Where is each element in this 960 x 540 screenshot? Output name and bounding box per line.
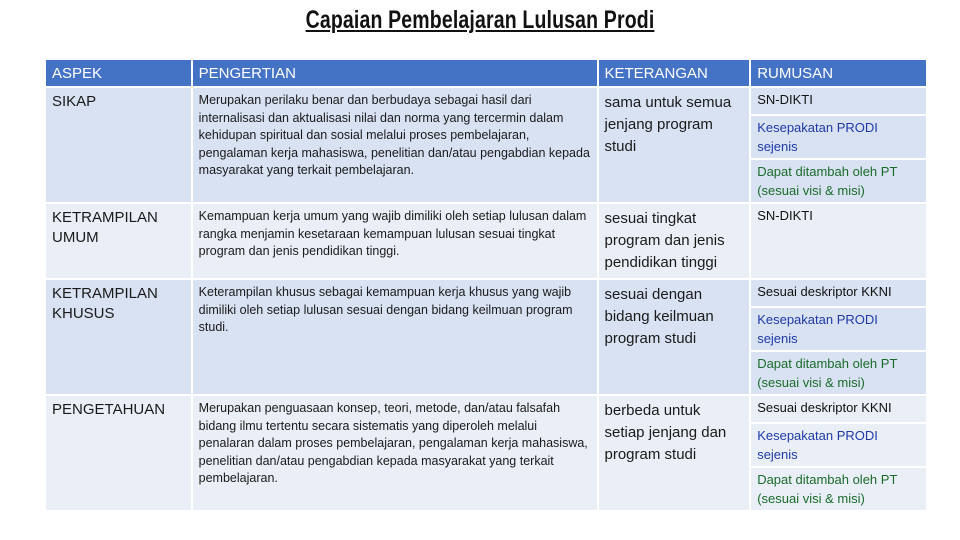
pengertian-cell: Merupakan perilaku benar dan berbudaya sebagai hasil dari internalisasi dan aktualisasi nilai dan norma yang tercermin dalam kehidupan spiritual dan sosial melalui proses pembelajaran, pengalaman kerja mahasiswa, penelitian dan/atau pengabdian kepada masyarakat yang terkait pembelajaran. <box>193 88 597 202</box>
keterangan-cell: sesuai tingkat program dan jenis pendidikan tinggi <box>599 204 750 278</box>
rumusan-cell: SN-DIKTI <box>751 88 926 114</box>
rumusan-cell: Dapat ditambah oleh PT (sesuai visi & misi) <box>751 160 926 202</box>
table-row <box>46 88 926 114</box>
header-pengertian: PENGERTIAN <box>193 60 597 86</box>
pengertian-cell: Keterampilan khusus sebagai kemampuan kerja khusus yang wajib dimiliki oleh setiap lulusan sesuai dengan bidang keilmuan program studi. <box>193 280 597 394</box>
pengertian-cell: Merupakan penguasaan konsep, teori, metode, dan/atau falsafah bidang ilmu tertentu secara sistematis yang diperoleh melalui penalaran dalam proses pembelajaran, pengalaman kerja mahasiswa, penelitian dan/atau pengabdian kepada masyarakat yang terkait pembelajaran. <box>193 396 597 510</box>
rumusan-cell: Sesuai deskriptor KKNI <box>751 396 926 422</box>
cpl-table <box>44 58 928 512</box>
aspek-cell: KETRAMPILAN UMUM <box>46 204 191 278</box>
rumusan-cell: Dapat ditambah oleh PT (sesuai visi & misi) <box>751 352 926 394</box>
pengertian-cell: Kemampuan kerja umum yang wajib dimiliki oleh setiap lulusan dalam rangka menjamin kesetaraan kemampuan lulusan sesuai tingkat program dan jenis pendidikan tinggi. <box>193 204 597 278</box>
rumusan-cell: Kesepakatan PRODI sejenis <box>751 116 926 158</box>
rumusan-cell: Kesepakatan PRODI sejenis <box>751 424 926 466</box>
table-header-row <box>46 60 926 86</box>
table-row <box>46 396 926 422</box>
keterangan-cell: berbeda untuk setiap jenjang dan program studi <box>599 396 750 510</box>
aspek-cell: SIKAP <box>46 88 191 202</box>
header-aspek: ASPEK <box>46 60 191 86</box>
header-rumusan: RUMUSAN <box>751 60 926 86</box>
keterangan-cell: sesuai dengan bidang keilmuan program studi <box>599 280 750 394</box>
page-title: Capaian Pembelajaran Lulusan Prodi <box>305 6 655 34</box>
table-row <box>46 280 926 306</box>
keterangan-cell: sama untuk semua jenjang program studi <box>599 88 750 202</box>
rumusan-cell: Dapat ditambah oleh PT (sesuai visi & misi) <box>751 468 926 510</box>
rumusan-cell: SN-DIKTI <box>751 204 926 278</box>
table-row <box>46 204 926 278</box>
rumusan-cell: Kesepakatan PRODI sejenis <box>751 308 926 350</box>
header-keterangan: KETERANGAN <box>599 60 750 86</box>
aspek-cell: PENGETAHUAN <box>46 396 191 510</box>
aspek-cell: KETRAMPILAN KHUSUS <box>46 280 191 394</box>
rumusan-cell: Sesuai deskriptor KKNI <box>751 280 926 306</box>
